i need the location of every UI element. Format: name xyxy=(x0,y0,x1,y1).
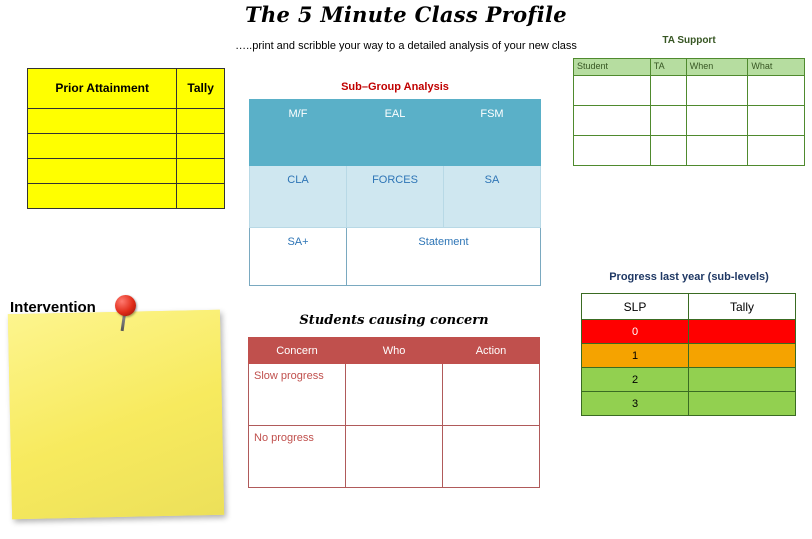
cell-tally[interactable] xyxy=(177,109,225,134)
cell-tally[interactable] xyxy=(689,320,796,344)
column-header-slp: SLP xyxy=(582,294,689,320)
progress-last-year-title: Progress last year (sub-levels) xyxy=(609,271,769,283)
column-header-who: Who xyxy=(346,338,443,364)
page-title: The 5 Minute Class Profile xyxy=(245,2,567,27)
column-header-prior-attainment: Prior Attainment xyxy=(28,69,177,109)
column-header-what: What xyxy=(748,59,805,76)
table-row xyxy=(250,100,541,166)
table-row xyxy=(582,392,796,416)
column-header-ta: TA xyxy=(650,59,686,76)
cell-tally[interactable] xyxy=(689,344,796,368)
cell-prior-attainment[interactable] xyxy=(28,184,177,209)
prior-attainment-table xyxy=(27,68,225,209)
cell-statement[interactable]: Statement xyxy=(347,228,541,286)
cell-prior-attainment[interactable] xyxy=(28,159,177,184)
cell-ta[interactable] xyxy=(650,76,686,106)
ta-support-title: TA Support xyxy=(662,35,716,46)
cell-cla[interactable]: CLA xyxy=(250,166,347,228)
subgroup-analysis-table xyxy=(249,99,541,286)
cell-who[interactable] xyxy=(346,426,443,488)
cell-fsm[interactable]: FSM xyxy=(444,100,541,166)
table-row xyxy=(574,59,805,76)
page-subtitle: …..print and scribble your way to a detailed analysis of your new class xyxy=(235,40,577,52)
cell-tally[interactable] xyxy=(177,134,225,159)
students-causing-concern-table xyxy=(248,337,540,488)
table-row xyxy=(28,159,225,184)
cell-who[interactable] xyxy=(346,364,443,426)
cell-tally[interactable] xyxy=(177,159,225,184)
cell-concern[interactable]: No progress xyxy=(249,426,346,488)
table-row xyxy=(582,320,796,344)
table-row xyxy=(582,368,796,392)
column-header-action: Action xyxy=(443,338,540,364)
cell-what[interactable] xyxy=(748,106,805,136)
table-row xyxy=(249,426,540,488)
table-row xyxy=(28,134,225,159)
cell-slp: 0 xyxy=(582,320,689,344)
column-header-tally: Tally xyxy=(177,69,225,109)
intervention-label: Intervention xyxy=(10,299,96,316)
cell-what[interactable] xyxy=(748,76,805,106)
cell-eal[interactable]: EAL xyxy=(347,100,444,166)
table-row xyxy=(574,76,805,106)
cell-action[interactable] xyxy=(443,426,540,488)
table-row xyxy=(250,166,541,228)
column-header-tally: Tally xyxy=(689,294,796,320)
cell-tally[interactable] xyxy=(689,368,796,392)
cell-ta[interactable] xyxy=(650,106,686,136)
cell-sa[interactable]: SA xyxy=(444,166,541,228)
cell-slp: 3 xyxy=(582,392,689,416)
students-causing-concern-title: Students causing concern xyxy=(299,313,489,328)
table-row xyxy=(574,136,805,166)
cell-when[interactable] xyxy=(686,76,748,106)
table-row xyxy=(574,106,805,136)
table-row xyxy=(582,344,796,368)
cell-tally[interactable] xyxy=(177,184,225,209)
table-row xyxy=(28,109,225,134)
cell-mf[interactable]: M/F xyxy=(250,100,347,166)
column-header-concern: Concern xyxy=(249,338,346,364)
cell-concern[interactable]: Slow progress xyxy=(249,364,346,426)
cell-slp: 2 xyxy=(582,368,689,392)
column-header-student: Student xyxy=(574,59,651,76)
cell-forces[interactable]: FORCES xyxy=(347,166,444,228)
cell-action[interactable] xyxy=(443,364,540,426)
subgroup-analysis-title: Sub–Group Analysis xyxy=(341,81,449,93)
column-header-when: When xyxy=(686,59,748,76)
table-row xyxy=(249,338,540,364)
cell-sa-plus[interactable]: SA+ xyxy=(250,228,347,286)
cell-prior-attainment[interactable] xyxy=(28,109,177,134)
table-row xyxy=(28,69,225,109)
table-row xyxy=(250,228,541,286)
intervention-sticky-note[interactable] xyxy=(8,310,224,519)
pushpin-icon xyxy=(113,295,139,329)
table-row xyxy=(249,364,540,426)
ta-support-table xyxy=(573,58,805,166)
cell-student[interactable] xyxy=(574,76,651,106)
table-row xyxy=(28,184,225,209)
cell-student[interactable] xyxy=(574,106,651,136)
cell-when[interactable] xyxy=(686,106,748,136)
cell-tally[interactable] xyxy=(689,392,796,416)
cell-ta[interactable] xyxy=(650,136,686,166)
cell-prior-attainment[interactable] xyxy=(28,134,177,159)
table-row xyxy=(582,294,796,320)
cell-when[interactable] xyxy=(686,136,748,166)
cell-what[interactable] xyxy=(748,136,805,166)
pushpin-head xyxy=(115,295,136,316)
cell-student[interactable] xyxy=(574,136,651,166)
progress-last-year-table xyxy=(581,293,796,416)
cell-slp: 1 xyxy=(582,344,689,368)
